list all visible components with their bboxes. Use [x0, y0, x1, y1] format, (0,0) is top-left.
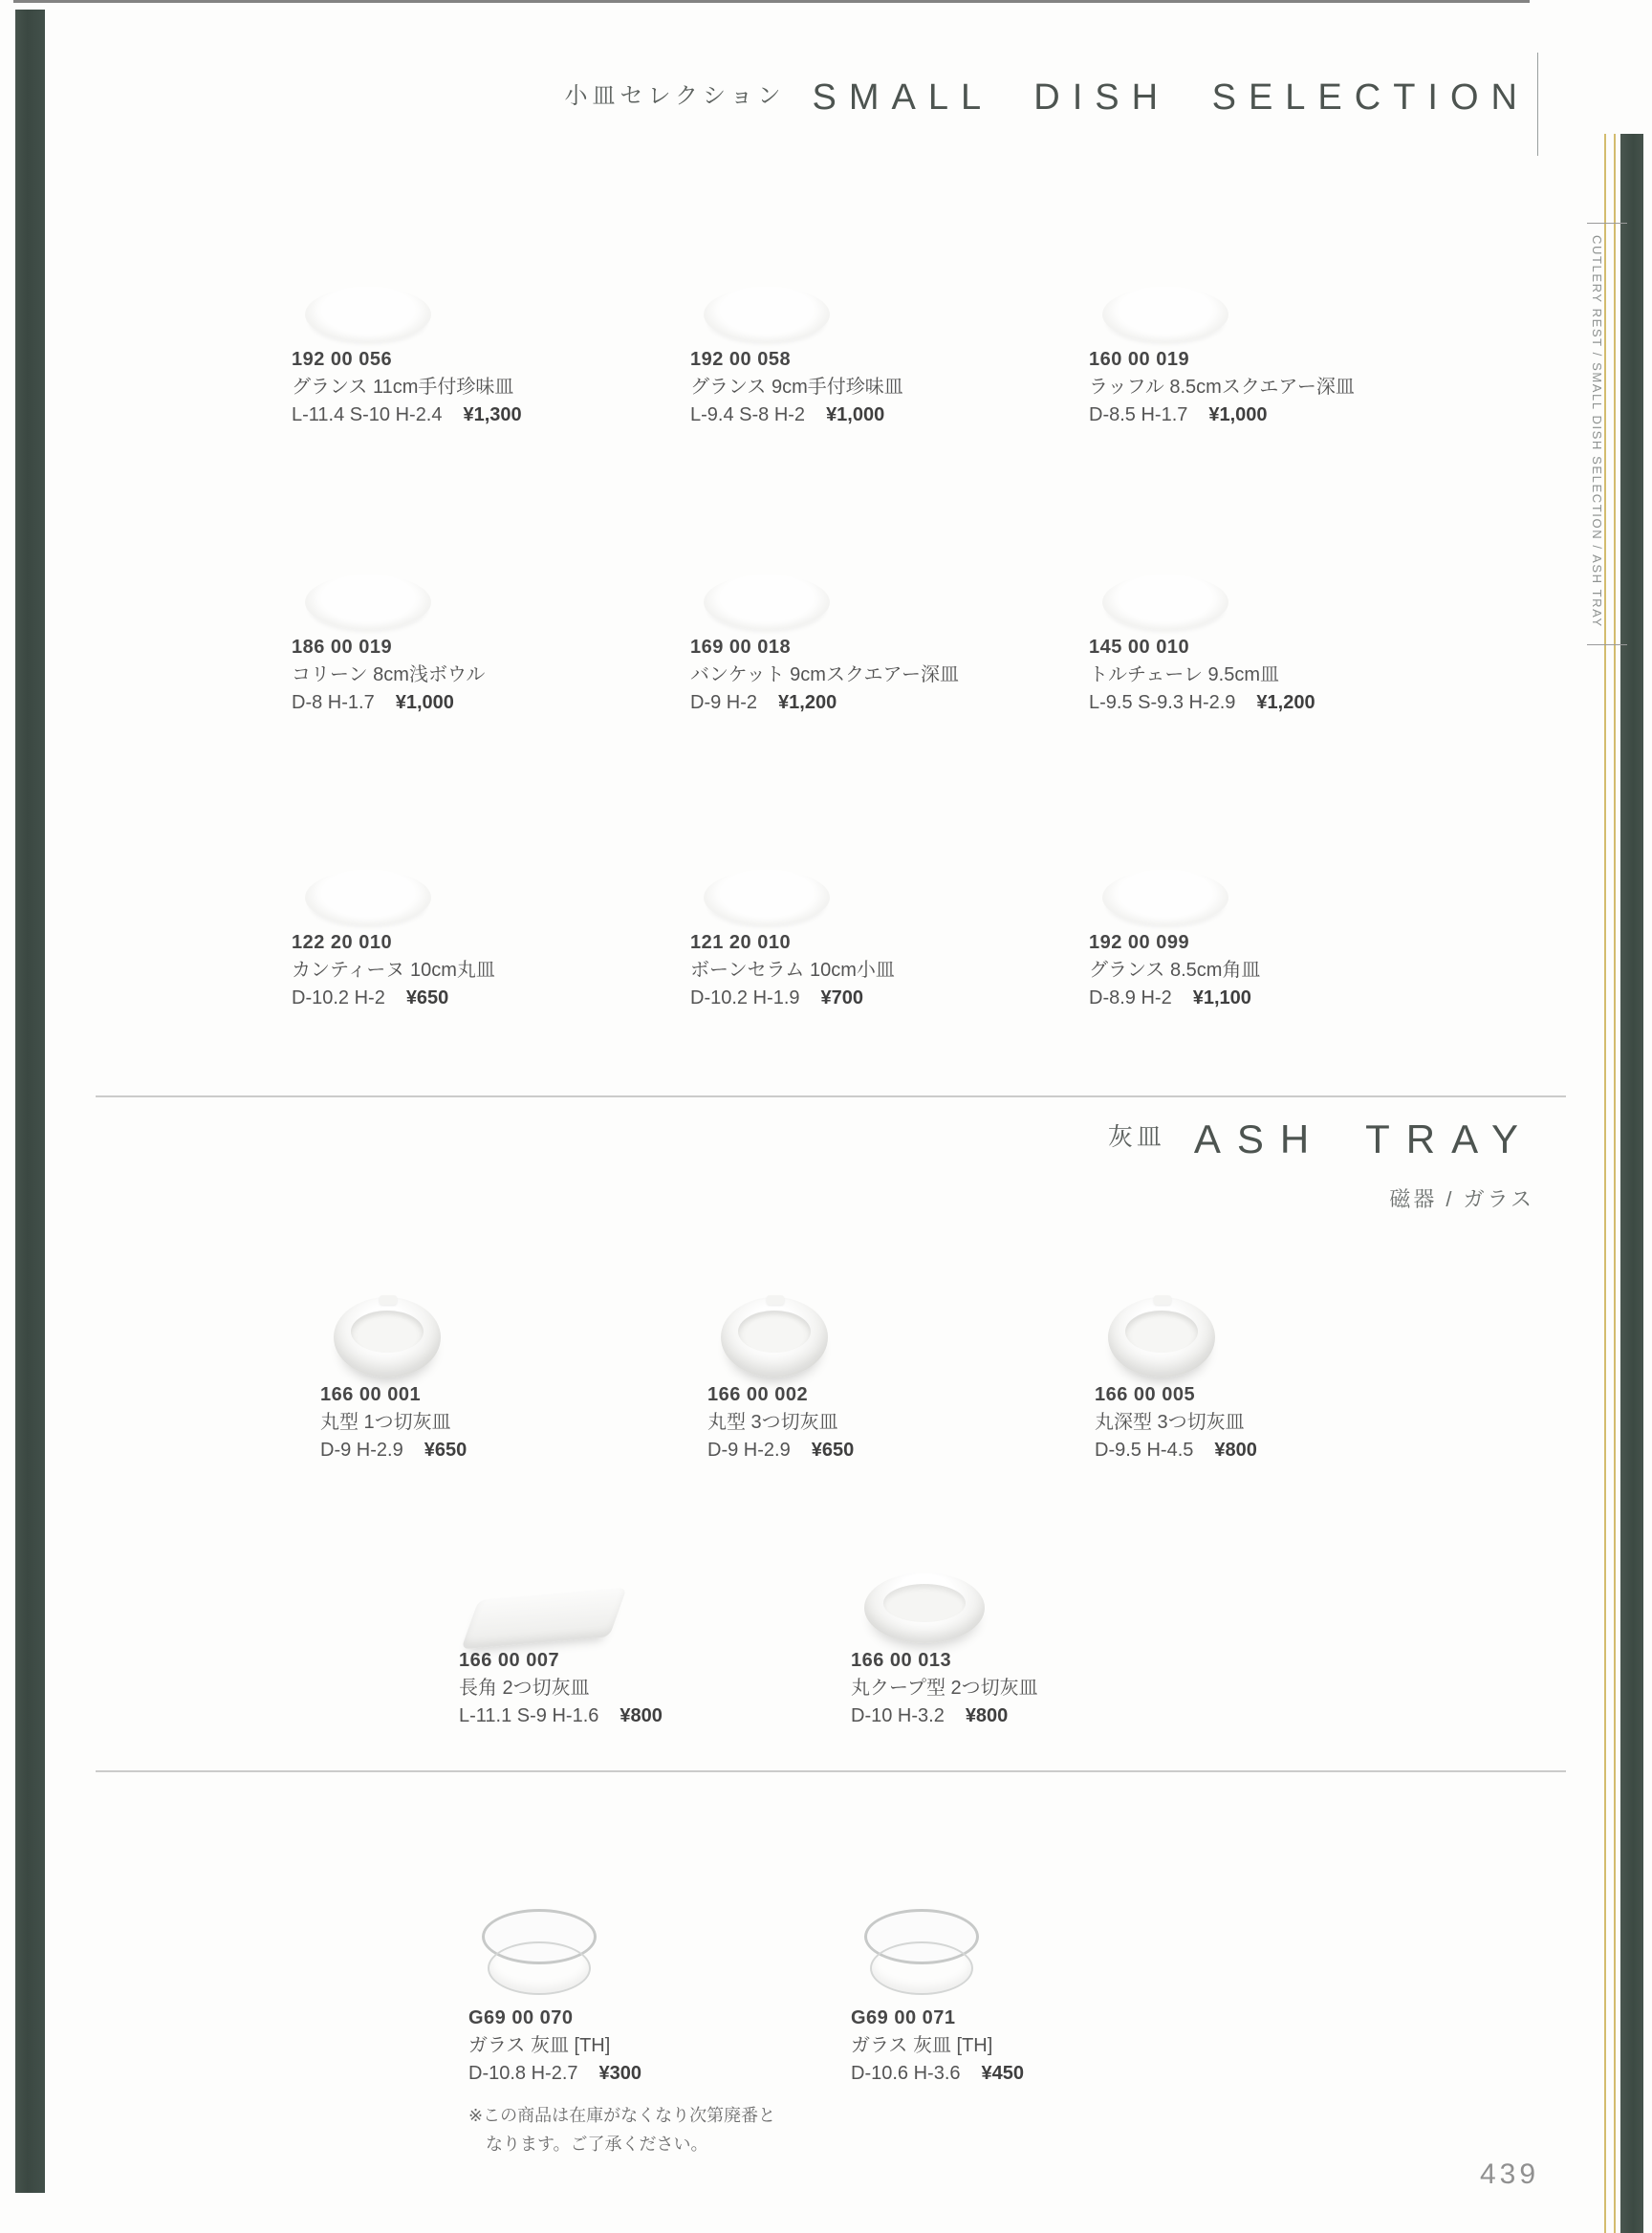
product-price: ¥300 — [598, 2063, 641, 2084]
product-code: 186 00 019 — [292, 637, 393, 658]
product-specline — [707, 1437, 1095, 1464]
product-code: 122 20 010 — [292, 932, 393, 953]
product-photo — [1102, 287, 1228, 342]
product-dimensions: L-11.1 S-9 H-1.6 — [459, 1705, 599, 1726]
product-photo — [704, 575, 830, 630]
product-row — [468, 1852, 1252, 2158]
product-cell — [292, 805, 690, 1012]
product-cell — [292, 222, 690, 429]
product-photo-area — [690, 222, 1089, 342]
product-photo — [482, 1909, 602, 2001]
product-dimensions: L-9.5 S-9.3 H-2.9 — [1089, 692, 1236, 713]
product-code: 169 00 018 — [690, 637, 792, 658]
section-header-small-dish — [0, 76, 1530, 119]
product-photo — [864, 1909, 985, 2001]
product-specline — [292, 401, 690, 429]
product-code: 121 20 010 — [690, 932, 792, 953]
product-price: ¥700 — [820, 987, 863, 1008]
product-cell — [1089, 509, 1488, 717]
page-top-edge-line — [13, 0, 1530, 3]
product-photo-area — [1095, 1257, 1482, 1377]
product-name: ボーンセラム 10cm小皿 — [690, 960, 895, 981]
product-dimensions: L-11.4 S-10 H-2.4 — [292, 404, 443, 425]
product-discontinued-note: なります。ご了承ください。 — [468, 2135, 708, 2154]
section-divider — [96, 1770, 1566, 1772]
product-dimensions: D-9 H-2.9 — [707, 1440, 791, 1461]
product-code: 192 00 099 — [1089, 932, 1190, 953]
product-row — [292, 509, 1496, 717]
product-code: 145 00 010 — [1089, 637, 1190, 658]
product-dimensions: D-8 H-1.7 — [292, 692, 375, 713]
product-cell — [1089, 222, 1488, 429]
product-dimensions: D-10 H-3.2 — [851, 1705, 945, 1726]
product-dimensions: D-8.5 H-1.7 — [1089, 404, 1188, 425]
product-row — [292, 805, 1496, 1012]
product-specline — [1089, 689, 1488, 717]
product-dimensions: L-9.4 S-8 H-2 — [690, 404, 806, 425]
product-specline — [690, 401, 1089, 429]
product-photo — [334, 1297, 441, 1377]
product-code: 166 00 001 — [320, 1384, 422, 1405]
product-row — [320, 1257, 1496, 1464]
product-name: 丸型 3つ切灰皿 — [707, 1412, 838, 1433]
product-price: ¥1,100 — [1192, 987, 1251, 1008]
product-cell — [320, 1257, 707, 1464]
product-cell — [459, 1523, 851, 1730]
product-dimensions: D-8.9 H-2 — [1089, 987, 1172, 1008]
side-tab-label: CUTLERY REST / SMALL DISH SELECTION / ASH TRAY — [1590, 235, 1604, 628]
product-dimensions: D-10.8 H-2.7 — [468, 2063, 578, 2084]
product-cell — [851, 1523, 1243, 1730]
product-photo — [704, 870, 830, 925]
product-cell — [1095, 1257, 1482, 1464]
product-code: G69 00 071 — [851, 2007, 956, 2028]
product-price: ¥650 — [405, 987, 449, 1008]
product-cell — [690, 222, 1089, 429]
product-name: 長角 2つ切灰皿 — [459, 1678, 590, 1699]
product-price: ¥650 — [811, 1440, 855, 1461]
product-code: 192 00 056 — [292, 349, 393, 370]
product-name: グランス 11cm手付珍味皿 — [292, 377, 514, 398]
product-specline — [292, 689, 690, 717]
product-name: カンティーヌ 10cm丸皿 — [292, 960, 495, 981]
product-code: 166 00 007 — [459, 1650, 560, 1671]
product-photo-area — [468, 1852, 851, 2001]
product-name: ガラス 灰皿 [TH] — [851, 2035, 993, 2056]
product-cell — [1089, 805, 1488, 1012]
product-price: ¥1,000 — [826, 404, 885, 425]
product-specline — [1095, 1437, 1482, 1464]
product-specline — [1089, 401, 1488, 429]
product-photo-area — [292, 509, 690, 630]
product-name: グランス 8.5cm角皿 — [1089, 960, 1261, 981]
product-specline — [320, 1437, 707, 1464]
gold-rule-line — [1604, 134, 1606, 2233]
product-photo — [305, 287, 431, 342]
product-name: 丸クープ型 2つ切灰皿 — [851, 1678, 1038, 1699]
product-specline — [690, 985, 1089, 1012]
section-subtitle-material: 磁器 / ガラス — [1389, 1187, 1534, 1211]
product-code: 166 00 013 — [851, 1650, 952, 1671]
product-specline — [851, 1702, 1243, 1730]
section-title-jp: 灰皿 — [1107, 1122, 1165, 1151]
product-name: グランス 9cm手付珍味皿 — [690, 377, 903, 398]
product-row — [459, 1523, 1252, 1730]
product-photo-area — [1089, 222, 1488, 342]
product-photo — [1108, 1297, 1215, 1377]
section-title-en: ASH TRAY — [1193, 1116, 1534, 1161]
product-price: ¥1,000 — [1208, 404, 1268, 425]
product-photo-area — [292, 222, 690, 342]
right-accent-bar — [1620, 134, 1643, 2233]
product-cell — [292, 509, 690, 717]
product-specline — [459, 1702, 851, 1730]
product-price: ¥800 — [620, 1705, 663, 1726]
section-title-jp: 小皿セレクション — [564, 83, 786, 109]
product-code: G69 00 070 — [468, 2007, 574, 2028]
product-name: バンケット 9cmスクエアー深皿 — [690, 664, 959, 685]
product-code: 166 00 005 — [1095, 1384, 1196, 1405]
product-photo-area — [292, 805, 690, 925]
product-dimensions: D-10.2 H-1.9 — [690, 987, 800, 1008]
product-cell — [690, 805, 1089, 1012]
header-divider-line — [1537, 53, 1538, 156]
product-code: 192 00 058 — [690, 349, 792, 370]
product-dimensions: D-9 H-2 — [690, 692, 758, 713]
section-title-en: SMALL DISH SELECTION — [812, 77, 1530, 118]
product-price: ¥1,200 — [778, 692, 837, 713]
product-price: ¥650 — [424, 1440, 467, 1461]
product-photo — [864, 1572, 985, 1643]
section-header-ash-tray — [0, 1116, 1534, 1162]
product-photo — [305, 575, 431, 630]
gold-rule-line — [1614, 134, 1616, 2233]
product-price: ¥1,300 — [463, 404, 522, 425]
side-tab-tick — [1587, 644, 1627, 645]
product-dimensions: D-10.2 H-2 — [292, 987, 385, 1008]
product-name: 丸深型 3つ切灰皿 — [1095, 1412, 1245, 1433]
product-photo-area — [690, 805, 1089, 925]
product-dimensions: D-10.6 H-3.6 — [851, 2063, 961, 2084]
product-specline — [690, 689, 1089, 717]
product-row — [292, 222, 1496, 429]
product-photo-area — [1089, 509, 1488, 630]
product-photo-area — [707, 1257, 1095, 1377]
product-name: ガラス 灰皿 [TH] — [468, 2035, 611, 2056]
product-specline — [292, 985, 690, 1012]
product-name: 丸型 1つ切灰皿 — [320, 1412, 451, 1433]
product-dimensions: D-9 H-2.9 — [320, 1440, 403, 1461]
product-name: トルチェーレ 9.5cm皿 — [1089, 664, 1280, 685]
product-name: コリーン 8cm浅ボウル — [292, 664, 486, 685]
product-specline — [851, 2060, 1233, 2088]
product-specline — [1089, 985, 1488, 1012]
product-photo — [721, 1297, 828, 1377]
side-tab-tick — [1587, 223, 1627, 224]
product-specline — [468, 2060, 851, 2088]
product-cell — [707, 1257, 1095, 1464]
product-discontinued-note: ※この商品は在庫がなくなり次第廃番と — [468, 2106, 776, 2125]
product-price: ¥800 — [1214, 1440, 1257, 1461]
product-photo — [704, 287, 830, 342]
product-price: ¥450 — [981, 2063, 1024, 2084]
product-cell — [468, 1852, 851, 2158]
product-photo-area — [851, 1852, 1233, 2001]
product-cell — [690, 509, 1089, 717]
product-code: 166 00 002 — [707, 1384, 809, 1405]
product-photo-area — [851, 1523, 1243, 1643]
product-code: 160 00 019 — [1089, 349, 1190, 370]
product-photo-area — [320, 1257, 707, 1377]
product-photo — [1102, 575, 1228, 630]
product-photo-area — [690, 509, 1089, 630]
product-photo — [1102, 870, 1228, 925]
page-number: 439 — [1480, 2158, 1540, 2190]
product-cell — [851, 1852, 1233, 2158]
section-divider — [96, 1095, 1566, 1097]
product-photo-area — [459, 1523, 851, 1643]
product-photo — [461, 1588, 627, 1650]
product-dimensions: D-9.5 H-4.5 — [1095, 1440, 1194, 1461]
product-price: ¥800 — [965, 1705, 1009, 1726]
product-photo — [305, 870, 431, 925]
left-accent-bar — [15, 10, 45, 2193]
product-photo-area — [1089, 805, 1488, 925]
product-name: ラッフル 8.5cmスクエアー深皿 — [1089, 377, 1355, 398]
product-price: ¥1,200 — [1256, 692, 1315, 713]
product-price: ¥1,000 — [395, 692, 454, 713]
